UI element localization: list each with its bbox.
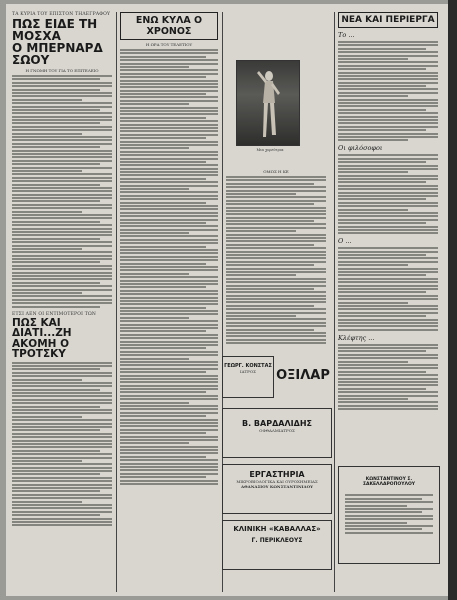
article-text <box>338 41 438 141</box>
article-text <box>338 344 438 410</box>
column-1 <box>12 12 112 528</box>
masthead-nea-kai-periergo: ΝΕΑ ΚΑΙ ΠΕΡΙΕΡΓΑ <box>338 12 438 28</box>
ad-doctor <box>222 356 274 398</box>
ad-laboratories <box>222 464 332 514</box>
headline-cont: Ο ΜΠΕΡΝΑΡΔ ΣΩΟΥ <box>12 41 103 67</box>
ad-oxilar-text: ΟΞΙΛΑΡ <box>276 368 330 383</box>
ad-doctor-title: ΙΑΤΡΟΣ <box>240 369 256 374</box>
ad-right-text <box>339 489 439 539</box>
article-text <box>120 49 218 485</box>
subheading: Η ΓΝΩΜΗ ΤΟΥ ΓΙΑ ΤΟ ΕΠΙΤΕΛΕΙΟ <box>25 68 99 73</box>
page-edge <box>448 0 457 600</box>
photo-caption: Μια χορεύτρια <box>256 148 284 152</box>
article-text <box>338 247 438 330</box>
ad-laboratories-title: ΕΡΓΑΣΤΗΡΙΑ <box>249 470 305 479</box>
ad-doctor-name: ΓΕΩΡΓ. ΚΟΝΣΤΑΣ <box>224 363 272 369</box>
ad-ophthalmologist-title: ΟΦΘΑΛΜΙΑΤΡΟΣ <box>259 428 295 433</box>
section-heading: Οι φιλόσοφοι <box>338 144 383 153</box>
ad-oxilar <box>276 354 330 398</box>
subheading: Η ΩΡΑ ΤΟΥ ΤΕΛΕΤΙΟΥ <box>145 42 193 47</box>
article-text <box>338 154 438 234</box>
ad-right <box>338 466 440 564</box>
ad-ophthalmologist-name: Β. ΒΑΡΔΑΛΙΔΗΣ <box>242 419 312 428</box>
ad-laboratories-doctor: ΑΘΑΝΑΣΙΟΥ ΚΩΝΣΤΑΝΤΙΝΙΔΟΥ <box>241 484 313 489</box>
ad-clinic <box>222 520 332 570</box>
headline-2: ΠΩΣ ΚΑΙ ΔΙΑΤΙ...ΖΗ <box>12 316 72 340</box>
article-text <box>226 176 326 344</box>
kicker-2: ΕΤΣΙ ΛΕΝ ΟΙ ΕΝΤΙΜΟΤΕΡΟΙ ΤΩΝ <box>12 311 97 317</box>
section-heading: Ο ... <box>338 237 352 246</box>
ad-clinic-title: ΚΛΙΝΙΚΗ «ΚΑΒΑΛΛΑΣ» <box>233 525 321 533</box>
column-divider <box>334 12 335 592</box>
masthead-enw-kyla: ΕΝΩ ΚΥΛΑ Ο ΧΡΟΝΟΣ <box>120 12 218 40</box>
caption: ΟΜΩΣ Η ΚΕ <box>263 169 289 174</box>
headline-2-cont: ΑΚΟΜΗ Ο ΤΡΟΤΣΚΥ <box>12 337 70 361</box>
kicker: ΤΑ ΚΥΡΙΑ ΤΟΥ ΕΠΙΣΤΟΝ ΤΗΛΕΓΡΑΦΟΥ <box>12 12 111 17</box>
column-2 <box>120 12 218 486</box>
newspaper-page <box>6 4 448 596</box>
ad-laboratories-sub: ΜΙΚΡΟΒΙΟΛΟΓΙΚΑ ΚΑΙ ΟΥΡΟΧΗΜΕΙΑΣ <box>236 479 318 484</box>
section-heading: Κλέφτης ... <box>338 333 375 342</box>
section-heading: Το ... <box>338 31 355 39</box>
ad-ophthalmologist <box>222 408 332 458</box>
column-divider <box>116 12 117 592</box>
article-text <box>12 75 112 308</box>
article-text-2 <box>12 362 112 527</box>
headline: ΠΩΣ ΕΙΔΕ ΤΗ ΜΟΣΧΑ <box>12 17 98 43</box>
ad-right-title: ΚΩΝΣΤΑΝΤΙΝΟΥ Σ. ΣΑΚΕΛΛΑΡΟΠΟΥΛΟΥ <box>362 477 416 487</box>
column-3 <box>226 12 326 346</box>
column-4 <box>338 12 438 412</box>
ad-clinic-doctor: Γ. ΠΕΡΙΚΛΕΟΥΣ <box>251 537 303 544</box>
